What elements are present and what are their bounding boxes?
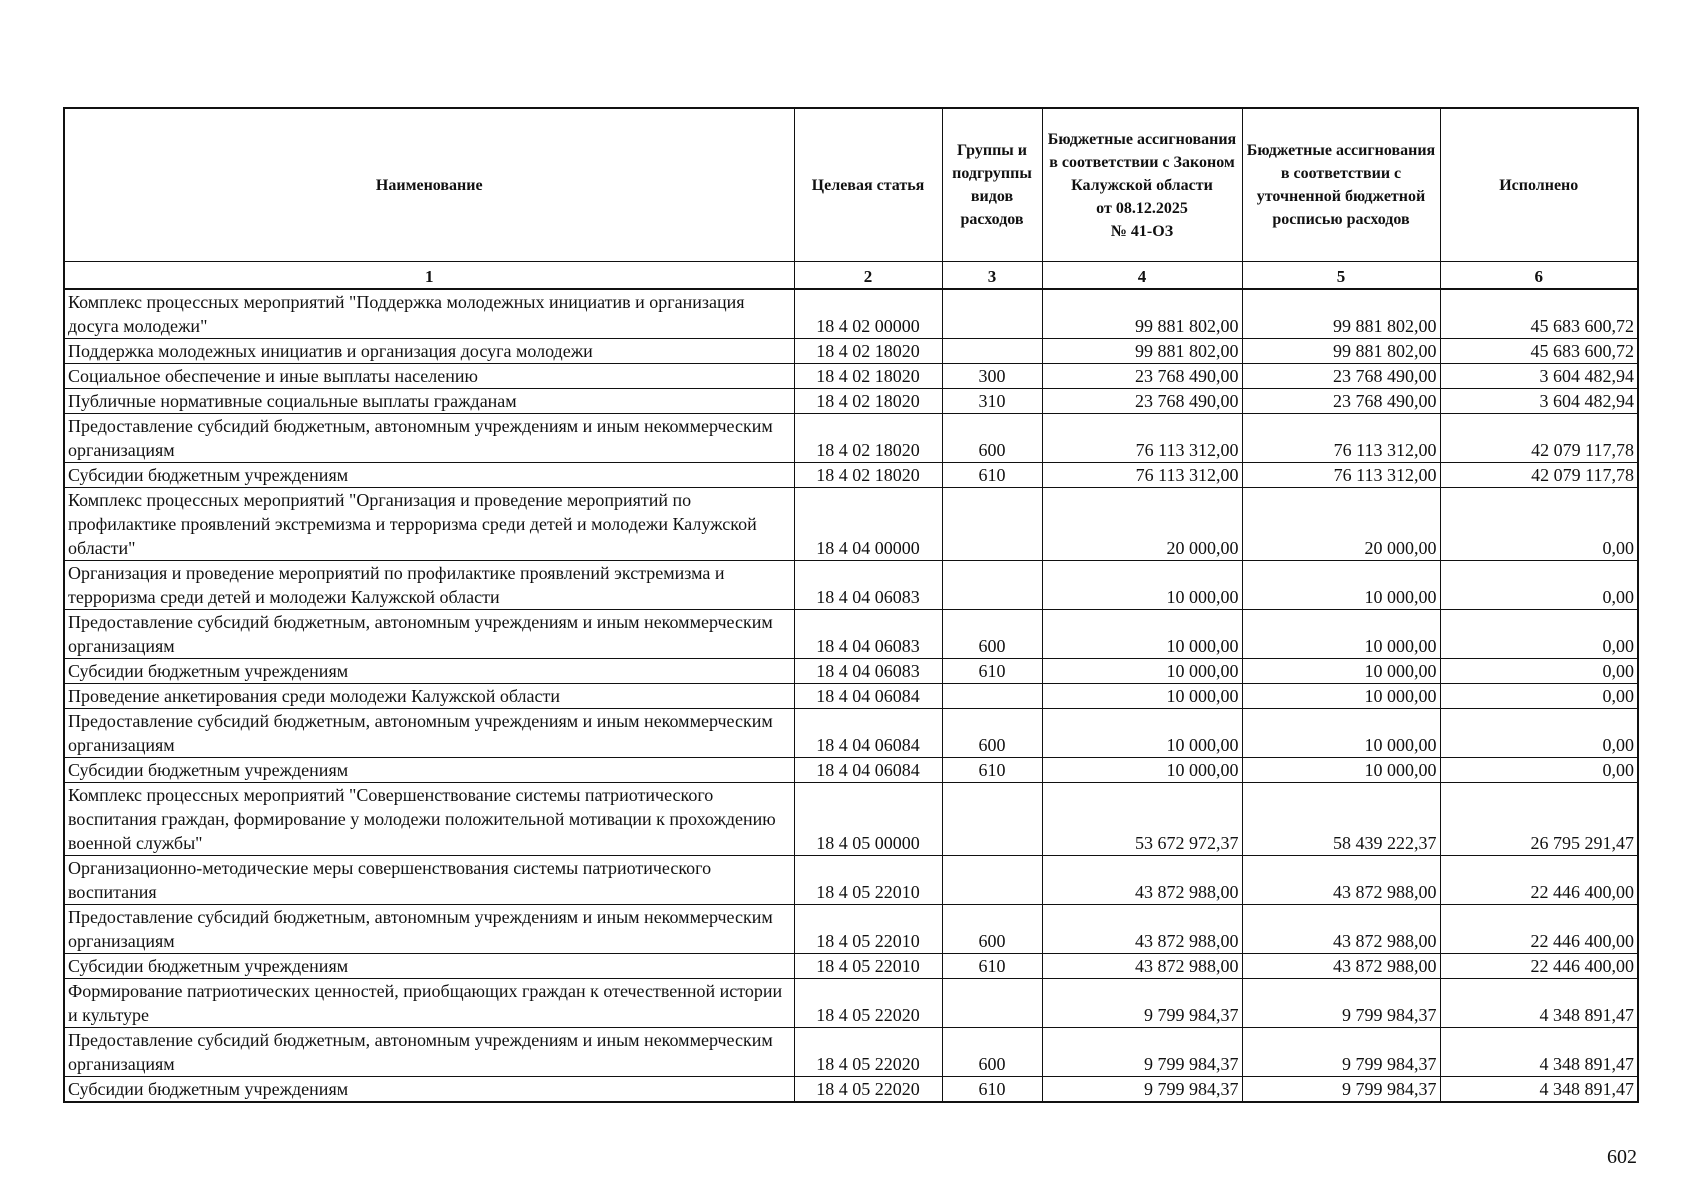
row-target-code: 18 4 05 22010 (794, 905, 942, 954)
row-target-code: 18 4 05 22020 (794, 1077, 942, 1103)
row-law-amount: 9 799 984,37 (1042, 979, 1242, 1028)
table-row (64, 414, 1638, 463)
row-executed-amount: 3 604 482,94 (1440, 389, 1638, 414)
row-executed-amount: 0,00 (1440, 488, 1638, 561)
row-target-code: 18 4 04 06084 (794, 709, 942, 758)
row-executed-amount: 45 683 600,72 (1440, 339, 1638, 364)
row-executed-amount: 42 079 117,78 (1440, 414, 1638, 463)
table-row (64, 610, 1638, 659)
row-refined-amount: 23 768 490,00 (1242, 389, 1440, 414)
table-header (64, 108, 1638, 289)
row-name: Проведение анкетирования среди молодежи Калужской области (64, 684, 794, 709)
row-executed-amount: 0,00 (1440, 561, 1638, 610)
row-target-code: 18 4 02 18020 (794, 364, 942, 389)
row-expense-group (942, 488, 1042, 561)
row-target-code: 18 4 04 06084 (794, 758, 942, 783)
row-law-amount: 23 768 490,00 (1042, 389, 1242, 414)
row-name: Предоставление субсидий бюджетным, автономным учреждениям и иным некоммерческим организациям (64, 414, 794, 463)
row-refined-amount: 9 799 984,37 (1242, 1077, 1440, 1103)
row-law-amount: 10 000,00 (1042, 684, 1242, 709)
row-target-code: 18 4 04 06083 (794, 610, 942, 659)
table-row (64, 709, 1638, 758)
table-row (64, 979, 1638, 1028)
column-number: 4 (1042, 262, 1242, 290)
row-refined-amount: 99 881 802,00 (1242, 339, 1440, 364)
header-row (64, 108, 1638, 262)
row-target-code: 18 4 05 22010 (794, 954, 942, 979)
row-target-code: 18 4 02 00000 (794, 289, 942, 339)
row-refined-amount: 76 113 312,00 (1242, 463, 1440, 488)
row-law-amount: 43 872 988,00 (1042, 856, 1242, 905)
row-law-amount: 9 799 984,37 (1042, 1028, 1242, 1077)
table-row (64, 905, 1638, 954)
row-executed-amount: 0,00 (1440, 610, 1638, 659)
table-row (64, 339, 1638, 364)
row-target-code: 18 4 02 18020 (794, 339, 942, 364)
row-expense-group: 600 (942, 709, 1042, 758)
header-law-appropriations (1042, 108, 1242, 262)
row-expense-group (942, 979, 1042, 1028)
row-name: Предоставление субсидий бюджетным, автономным учреждениям и иным некоммерческим организациям (64, 610, 794, 659)
row-law-amount: 53 672 972,37 (1042, 783, 1242, 856)
table-body (64, 289, 1638, 1102)
column-number: 5 (1242, 262, 1440, 290)
row-expense-group (942, 289, 1042, 339)
row-target-code: 18 4 02 18020 (794, 463, 942, 488)
row-name: Поддержка молодежных инициатив и организация досуга молодежи (64, 339, 794, 364)
row-refined-amount: 10 000,00 (1242, 561, 1440, 610)
row-refined-amount: 76 113 312,00 (1242, 414, 1440, 463)
row-executed-amount: 22 446 400,00 (1440, 905, 1638, 954)
row-law-amount: 76 113 312,00 (1042, 414, 1242, 463)
table-row (64, 758, 1638, 783)
row-law-amount: 99 881 802,00 (1042, 289, 1242, 339)
row-name: Формирование патриотических ценностей, приобщающих граждан к отечественной истории и культуре (64, 979, 794, 1028)
row-expense-group: 310 (942, 389, 1042, 414)
header-law-line1: Бюджетные ассигнования в соответствии с Законом Калужской области (1047, 130, 1237, 194)
row-target-code: 18 4 04 00000 (794, 488, 942, 561)
row-executed-amount: 0,00 (1440, 709, 1638, 758)
row-name: Субсидии бюджетным учреждениям (64, 1077, 794, 1103)
row-refined-amount: 58 439 222,37 (1242, 783, 1440, 856)
row-name: Организационно-методические меры совершенствования системы патриотического воспитания (64, 856, 794, 905)
row-target-code: 18 4 02 18020 (794, 389, 942, 414)
row-name: Субсидии бюджетным учреждениям (64, 758, 794, 783)
header-target-article: Целевая статья (794, 108, 942, 262)
row-refined-amount: 10 000,00 (1242, 709, 1440, 758)
budget-table (63, 107, 1639, 1103)
budget-document (63, 107, 1637, 1103)
row-target-code: 18 4 05 00000 (794, 783, 942, 856)
row-refined-amount: 9 799 984,37 (1242, 1028, 1440, 1077)
row-name: Комплекс процессных мероприятий "Поддержка молодежных инициатив и организация досуга молодежи" (64, 289, 794, 339)
row-law-amount: 9 799 984,37 (1042, 1077, 1242, 1103)
row-law-amount: 99 881 802,00 (1042, 339, 1242, 364)
row-refined-amount: 9 799 984,37 (1242, 979, 1440, 1028)
row-target-code: 18 4 04 06083 (794, 561, 942, 610)
row-expense-group: 610 (942, 758, 1042, 783)
row-refined-amount: 43 872 988,00 (1242, 905, 1440, 954)
header-law-line3: № 41-ОЗ (1110, 222, 1174, 240)
row-target-code: 18 4 05 22010 (794, 856, 942, 905)
page-number: 602 (1607, 1146, 1637, 1168)
row-refined-amount: 10 000,00 (1242, 610, 1440, 659)
column-number: 1 (64, 262, 794, 290)
row-name: Организация и проведение мероприятий по профилактике проявлений экстремизма и терроризма среди детей и молодежи Калужской области (64, 561, 794, 610)
row-expense-group: 300 (942, 364, 1042, 389)
row-executed-amount: 3 604 482,94 (1440, 364, 1638, 389)
table-row (64, 463, 1638, 488)
row-law-amount: 10 000,00 (1042, 610, 1242, 659)
row-refined-amount: 43 872 988,00 (1242, 856, 1440, 905)
row-name: Предоставление субсидий бюджетным, автономным учреждениям и иным некоммерческим организациям (64, 1028, 794, 1077)
row-refined-amount: 20 000,00 (1242, 488, 1440, 561)
row-name: Социальное обеспечение и иные выплаты населению (64, 364, 794, 389)
row-executed-amount: 0,00 (1440, 684, 1638, 709)
header-law-line2: от 08.12.2025 (1096, 199, 1188, 217)
row-name: Предоставление субсидий бюджетным, автономным учреждениям и иным некоммерческим организациям (64, 709, 794, 758)
row-refined-amount: 10 000,00 (1242, 659, 1440, 684)
row-law-amount: 10 000,00 (1042, 659, 1242, 684)
row-executed-amount: 26 795 291,47 (1440, 783, 1638, 856)
row-executed-amount: 0,00 (1440, 659, 1638, 684)
row-target-code: 18 4 04 06083 (794, 659, 942, 684)
row-target-code: 18 4 04 06084 (794, 684, 942, 709)
row-name: Предоставление субсидий бюджетным, автономным учреждениям и иным некоммерческим организациям (64, 905, 794, 954)
row-refined-amount: 10 000,00 (1242, 758, 1440, 783)
row-expense-group (942, 339, 1042, 364)
row-executed-amount: 22 446 400,00 (1440, 856, 1638, 905)
row-law-amount: 43 872 988,00 (1042, 905, 1242, 954)
row-name: Комплекс процессных мероприятий "Организация и проведение мероприятий по профилактике проявлений экстремизма и терроризма среди детей и молодежи Калужской области" (64, 488, 794, 561)
table-row (64, 783, 1638, 856)
row-expense-group: 610 (942, 659, 1042, 684)
table-row (64, 659, 1638, 684)
row-expense-group (942, 856, 1042, 905)
row-name: Комплекс процессных мероприятий "Совершенствование системы патриотического воспитания граждан, формирование у молодежи положительной мотивации к прохождению военной службы" (64, 783, 794, 856)
row-expense-group: 610 (942, 954, 1042, 979)
row-law-amount: 20 000,00 (1042, 488, 1242, 561)
row-expense-group (942, 684, 1042, 709)
row-expense-group: 610 (942, 1077, 1042, 1103)
row-expense-group (942, 561, 1042, 610)
table-row (64, 684, 1638, 709)
row-law-amount: 10 000,00 (1042, 709, 1242, 758)
column-number: 6 (1440, 262, 1638, 290)
row-expense-group: 600 (942, 905, 1042, 954)
row-executed-amount: 4 348 891,47 (1440, 1028, 1638, 1077)
row-name: Субсидии бюджетным учреждениям (64, 659, 794, 684)
row-refined-amount: 10 000,00 (1242, 684, 1440, 709)
column-number: 2 (794, 262, 942, 290)
column-number: 3 (942, 262, 1042, 290)
column-number-row (64, 262, 1638, 290)
header-executed: Исполнено (1440, 108, 1638, 262)
row-refined-amount: 43 872 988,00 (1242, 954, 1440, 979)
row-expense-group: 600 (942, 1028, 1042, 1077)
row-law-amount: 43 872 988,00 (1042, 954, 1242, 979)
header-name: Наименование (64, 108, 794, 262)
row-expense-group: 600 (942, 414, 1042, 463)
row-target-code: 18 4 05 22020 (794, 979, 942, 1028)
row-target-code: 18 4 05 22020 (794, 1028, 942, 1077)
row-refined-amount: 99 881 802,00 (1242, 289, 1440, 339)
table-row (64, 364, 1638, 389)
row-law-amount: 76 113 312,00 (1042, 463, 1242, 488)
row-law-amount: 10 000,00 (1042, 758, 1242, 783)
row-name: Субсидии бюджетным учреждениям (64, 954, 794, 979)
table-row (64, 954, 1638, 979)
row-name: Публичные нормативные социальные выплаты гражданам (64, 389, 794, 414)
row-executed-amount: 45 683 600,72 (1440, 289, 1638, 339)
row-law-amount: 10 000,00 (1042, 561, 1242, 610)
row-executed-amount: 4 348 891,47 (1440, 979, 1638, 1028)
row-expense-group: 610 (942, 463, 1042, 488)
row-expense-group: 600 (942, 610, 1042, 659)
row-name: Субсидии бюджетным учреждениям (64, 463, 794, 488)
row-executed-amount: 42 079 117,78 (1440, 463, 1638, 488)
row-executed-amount: 4 348 891,47 (1440, 1077, 1638, 1103)
header-refined-appropriations: Бюджетные ассигнования в соответствии с уточненной бюджетной росписью расходов (1242, 108, 1440, 262)
table-row (64, 488, 1638, 561)
row-expense-group (942, 783, 1042, 856)
table-row (64, 1077, 1638, 1103)
table-row (64, 389, 1638, 414)
row-target-code: 18 4 02 18020 (794, 414, 942, 463)
header-expense-groups: Группы и подгруппы видов расходов (942, 108, 1042, 262)
row-law-amount: 23 768 490,00 (1042, 364, 1242, 389)
row-executed-amount: 22 446 400,00 (1440, 954, 1638, 979)
row-executed-amount: 0,00 (1440, 758, 1638, 783)
row-refined-amount: 23 768 490,00 (1242, 364, 1440, 389)
table-row (64, 289, 1638, 339)
table-row (64, 561, 1638, 610)
table-row (64, 1028, 1638, 1077)
table-row (64, 856, 1638, 905)
